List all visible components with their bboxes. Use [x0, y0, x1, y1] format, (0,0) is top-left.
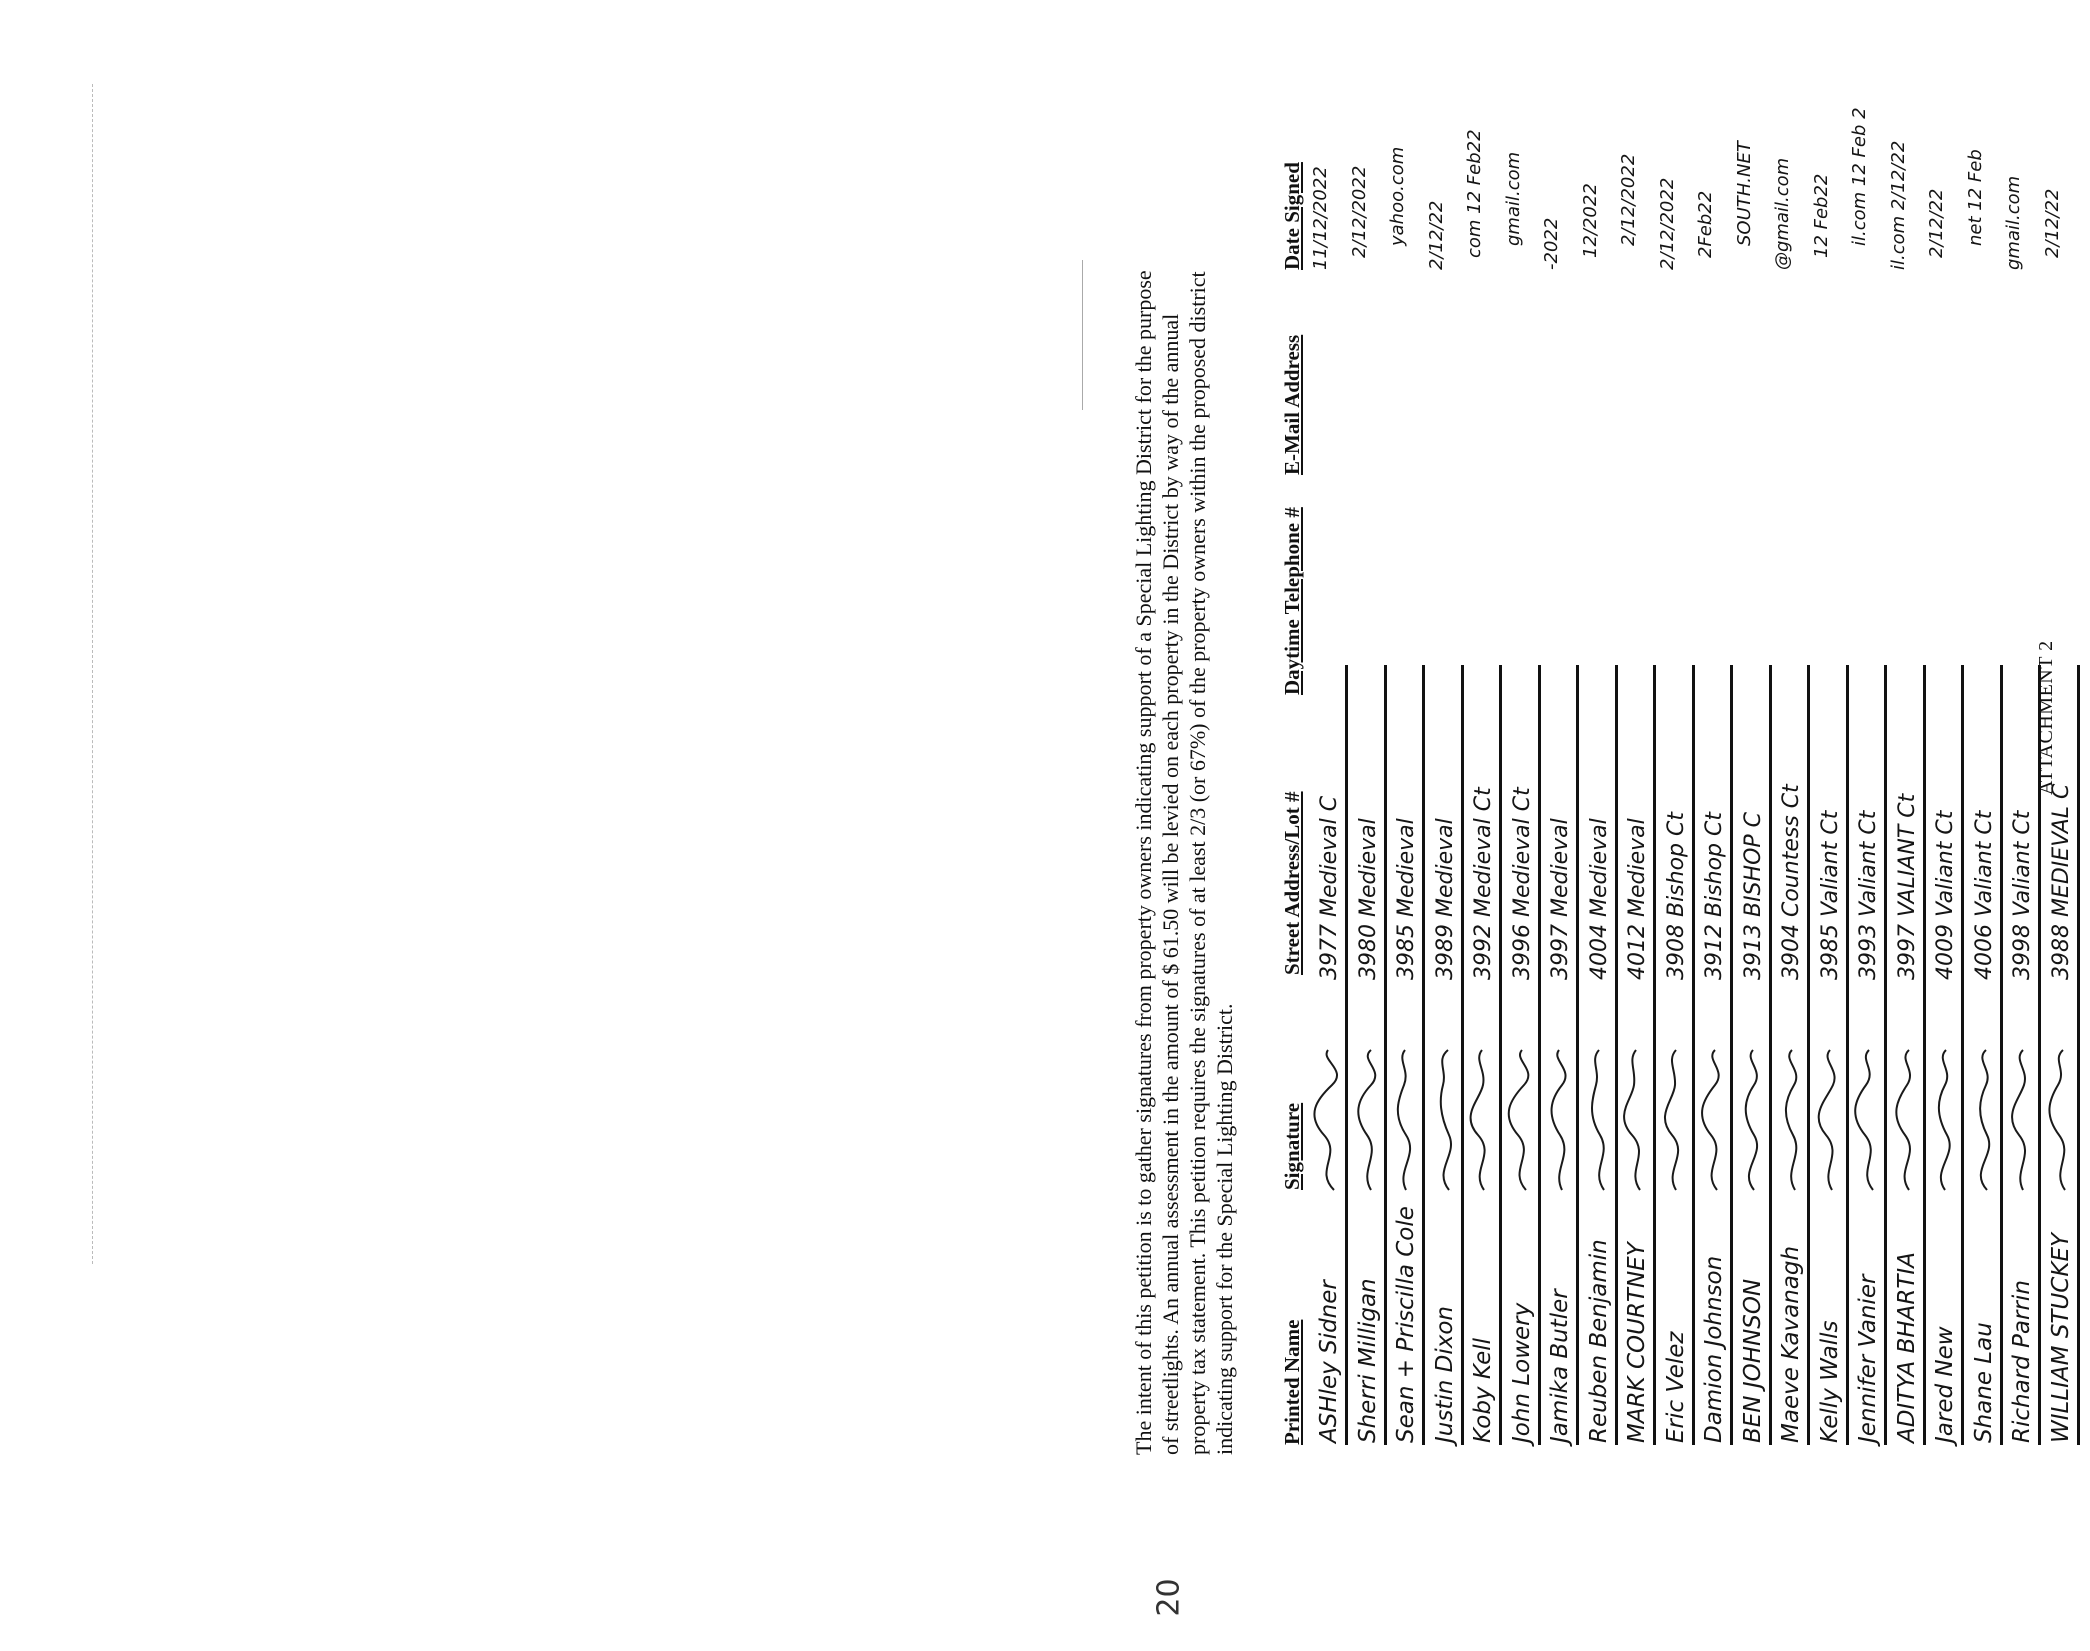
table-row — [1732, 85, 1772, 1485]
printed-name: Justin Dixon — [1431, 1305, 1458, 1443]
street-address: 3913 BISHOP C — [1740, 811, 1766, 980]
street-address: 3997 VALIANT Ct — [1894, 793, 1920, 980]
date-signed-entry: com 12 Feb22 — [1464, 129, 1485, 258]
date-signed-entry: gmail.com — [2003, 175, 2024, 270]
table-row — [1924, 85, 1964, 1485]
printed-name: Damion Johnson — [1701, 1255, 1727, 1443]
printed-name: Koby Kell — [1470, 1337, 1496, 1443]
printed-name: Shane Lau — [1970, 1322, 1997, 1443]
date-signed-entry: 2/12/22 — [2041, 188, 2063, 258]
table-row — [1886, 85, 1926, 1485]
date-signed-entry: 2/12/2022 — [1348, 165, 1370, 258]
printed-name: Jamika Butler — [1547, 1289, 1573, 1443]
date-signed-entry: 12/2022 — [1579, 183, 1601, 258]
table-row — [1578, 85, 1618, 1485]
table-row — [1347, 85, 1387, 1485]
date-signed-entry: yahoo.com — [1387, 146, 1408, 246]
handwritten-signature — [1582, 1045, 1614, 1195]
scan-edge-line — [92, 84, 94, 1264]
date-signed-entry: il.com 2/12/22 — [1887, 140, 1909, 270]
handwritten-signature — [1659, 1045, 1691, 1195]
date-signed-entry: il.com 12 Feb 2 — [1849, 107, 1870, 246]
date-signed-entry: 12 Feb22 — [1810, 173, 1832, 258]
petition-sheet — [1130, 85, 2090, 1485]
date-signed-entry: @gmail.com — [1772, 157, 1793, 270]
handwritten-signature — [2005, 1045, 2037, 1195]
street-address: 3985 Valiant Ct — [1817, 810, 1843, 980]
street-address: 4009 Valiant Ct — [1933, 810, 1958, 980]
street-address: 3977 Medieval C — [1317, 795, 1342, 980]
handwritten-signature — [1736, 1045, 1768, 1195]
printed-name: Sherri Milligan — [1354, 1278, 1381, 1443]
printed-name: ASHley Sidner — [1316, 1280, 1342, 1443]
handwritten-signature — [1428, 1045, 1460, 1195]
date-signed-entry: 2/12/2022 — [1618, 153, 1639, 246]
table-row — [1501, 85, 1541, 1485]
page-number-mark: 20 — [1151, 1578, 1187, 1617]
table-row — [1616, 85, 1656, 1485]
table-row — [1308, 85, 1348, 1485]
handwritten-signature — [1543, 1045, 1575, 1195]
street-address: 4004 Medieval — [1586, 818, 1612, 980]
street-address: 3997 Medieval — [1548, 818, 1573, 980]
printed-name: Jared New — [1932, 1326, 1958, 1443]
date-signed-entry: gmail.com — [1502, 151, 1524, 246]
intro-line-4: indicating support for the Special Lighting District. — [1212, 1003, 1237, 1455]
printed-name: Reuben Benjamin — [1585, 1239, 1612, 1443]
printed-name: Sean + Priscilla Cole — [1393, 1206, 1419, 1443]
header-printed-name: Printed Name — [1280, 1319, 1304, 1445]
header-signature: Signature — [1280, 1102, 1304, 1190]
printed-name: BEN JOHNSON — [1739, 1278, 1766, 1443]
street-address: 4012 Medieval — [1625, 818, 1650, 980]
handwritten-signature — [1351, 1045, 1383, 1195]
row-rule — [2077, 665, 2080, 1445]
table-row — [1385, 85, 1425, 1485]
table-row — [1963, 85, 2003, 1485]
table-row — [1462, 85, 1502, 1485]
table-row — [1539, 85, 1579, 1485]
handwritten-signature — [1774, 1045, 1806, 1195]
street-address: 3989 Medieval — [1432, 818, 1458, 980]
table-row — [1770, 85, 1810, 1485]
handwritten-signature — [1851, 1045, 1883, 1195]
date-signed-entry: net 12 Feb — [1964, 149, 1986, 246]
header-date-signed: Date Signed — [1280, 162, 1304, 270]
date-signed-entry: 2Feb22 — [1695, 190, 1716, 258]
date-signed-entry: 2/12/2022 — [1656, 177, 1678, 270]
street-address: 3985 Medieval — [1394, 818, 1419, 980]
street-address: 3988 MEDIEVAL C — [2048, 783, 2074, 980]
printed-name: WILLIAM STUCKEY — [2047, 1232, 2074, 1443]
street-address: 3912 Bishop Ct — [1702, 812, 1727, 980]
printed-name: John Lowery — [1508, 1302, 1535, 1443]
date-signed-entry: SOUTH.NET — [1733, 141, 1755, 246]
table-row — [1655, 85, 1695, 1485]
handwritten-signature — [1389, 1045, 1421, 1195]
intro-line-2: of streetlights. An annual assessment in the amount of $ 61.50 will be levied on each property in the District by way of the annual — [1158, 313, 1183, 1455]
handwritten-signature — [1890, 1045, 1922, 1195]
handwritten-signature — [1312, 1045, 1344, 1195]
handwritten-signature — [1928, 1045, 1960, 1195]
petition-intro — [1130, 135, 1238, 1455]
intro-line-3: property tax statement. This petition requires the signatures of at least 2/3 (or 67%) of the property owners within the proposed district — [1185, 271, 1210, 1455]
printed-name: MARK COURTNEY — [1624, 1242, 1650, 1443]
street-address: 3904 Countess Ct — [1779, 784, 1804, 980]
date-signed-entry: -2022 — [1541, 217, 1562, 270]
attachment-label: ATTACHMENT 2 — [2035, 640, 2057, 795]
table-row — [1847, 85, 1887, 1485]
date-signed-entry: 2/12/22 — [1425, 200, 1447, 270]
street-address: 3908 Bishop Ct — [1663, 812, 1689, 980]
handwritten-signature — [1967, 1045, 1999, 1195]
street-address: 3998 Valiant Ct — [2010, 810, 2035, 980]
street-address: 4006 Valiant Ct — [1971, 810, 1997, 980]
intro-line-1: The intent of this petition is to gather signatures from property owners indicating support of a Special Lighting District for the purpose — [1131, 270, 1156, 1455]
printed-name: Kelly Walls — [1816, 1320, 1843, 1443]
street-address: 3996 Medieval Ct — [1509, 787, 1535, 980]
table-row — [1693, 85, 1733, 1485]
street-address: 3992 Medieval Ct — [1471, 787, 1496, 980]
date-signed-entry: 11/12/2022 — [1310, 166, 1331, 270]
street-address: 3993 Valiant Ct — [1856, 810, 1881, 980]
handwritten-signature — [1620, 1045, 1652, 1195]
table-row — [1424, 85, 1464, 1485]
scan-artifact-line — [1082, 260, 1084, 410]
printed-name: Eric Velez — [1662, 1331, 1689, 1443]
header-email-address: E-Mail Address — [1280, 334, 1304, 475]
handwritten-signature — [1813, 1045, 1845, 1195]
handwritten-signature — [1697, 1045, 1729, 1195]
handwritten-signature — [1505, 1045, 1537, 1195]
printed-name: Maeve Kavanagh — [1778, 1245, 1804, 1443]
street-address: 3980 Medieval — [1355, 818, 1381, 980]
header-street-address: Street Address/Lot # — [1280, 791, 1304, 975]
printed-name: Jennifer Vanier — [1855, 1274, 1881, 1443]
header-daytime-telephone: Daytime Telephone # — [1280, 507, 1304, 695]
printed-name: Richard Parrin — [2009, 1280, 2035, 1443]
date-signed-entry: 2/12/22 — [1926, 188, 1947, 258]
handwritten-signature — [1466, 1045, 1498, 1195]
table-row — [1809, 85, 1849, 1485]
printed-name: ADITYA BHARTIA — [1893, 1252, 1920, 1443]
handwritten-signature — [2044, 1045, 2076, 1195]
